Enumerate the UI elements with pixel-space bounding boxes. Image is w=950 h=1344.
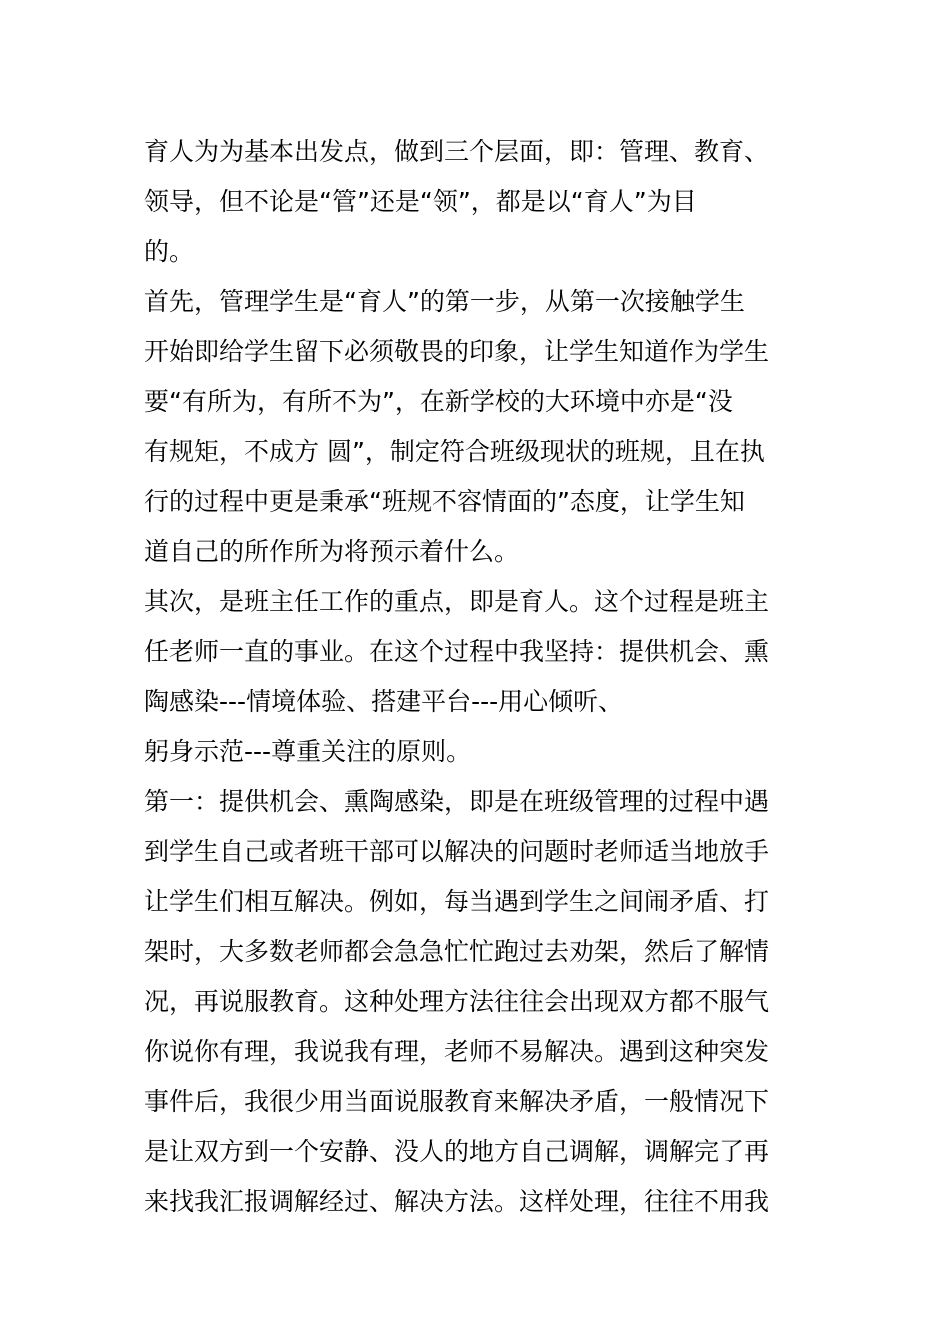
text-line: 来找我汇报调解经过、解决方法。这样处理，往往不用我 — [144, 1187, 770, 1216]
text-line: 躬身示范---尊重关注的原则。 — [144, 737, 472, 766]
text-line: 育人为为基本出发点，做到三个层面，即：管理、教育、 — [144, 137, 770, 166]
text-line: 到学生自己或者班干部可以解决的问题时老师适当地放手 — [144, 837, 770, 866]
text-line: 行的过程中更是秉承“班规不容情面的”态度，让学生知 — [144, 487, 745, 516]
text-line: 任老师一直的事业。在这个过程中我坚持：提供机会、熏 — [144, 637, 770, 666]
text-line: 开始即给学生留下必须敬畏的印象，让学生知道作为学生 — [144, 337, 770, 366]
text-line: 其次，是班主任工作的重点，即是育人。这个过程是班主 — [144, 587, 770, 616]
text-line: 陶感染---情境体验、搭建平台---用心倾听、 — [144, 687, 624, 716]
text-line: 有规矩，不成方 圆”，制定符合班级现状的班规，且在执 — [144, 437, 765, 466]
text-line: 首先，管理学生是“育人”的第一步，从第一次接触学生 — [144, 287, 745, 316]
text-line: 领导，但不论是“管”还是“领”，都是以“育人”为目 — [144, 187, 697, 216]
text-line: 道自己的所作所为将预示着什么。 — [144, 537, 520, 566]
text-line: 你说你有理，我说我有理，老师不易解决。遇到这种突发 — [144, 1037, 770, 1066]
body-text — [144, 127, 814, 1227]
text-line: 第一：提供机会、熏陶感染，即是在班级管理的过程中遇 — [144, 787, 770, 816]
text-line: 事件后，我很少用当面说服教育来解决矛盾，一般情况下 — [144, 1087, 770, 1116]
text-line: 是让双方到一个安静、没人的地方自己调解，调解完了再 — [144, 1137, 770, 1166]
text-line: 架时，大多数老师都会急急忙忙跑过去劝架，然后了解情 — [144, 937, 770, 966]
text-line: 让学生们相互解决。例如，每当遇到学生之间闹矛盾、打 — [144, 887, 770, 916]
text-line: 的。 — [144, 237, 195, 266]
text-line: 况，再说服教育。这种处理方法往往会出现双方都不服气 — [144, 987, 770, 1016]
text-line: 要“有所为，有所不为”，在新学校的大环境中亦是“没 — [144, 387, 733, 416]
